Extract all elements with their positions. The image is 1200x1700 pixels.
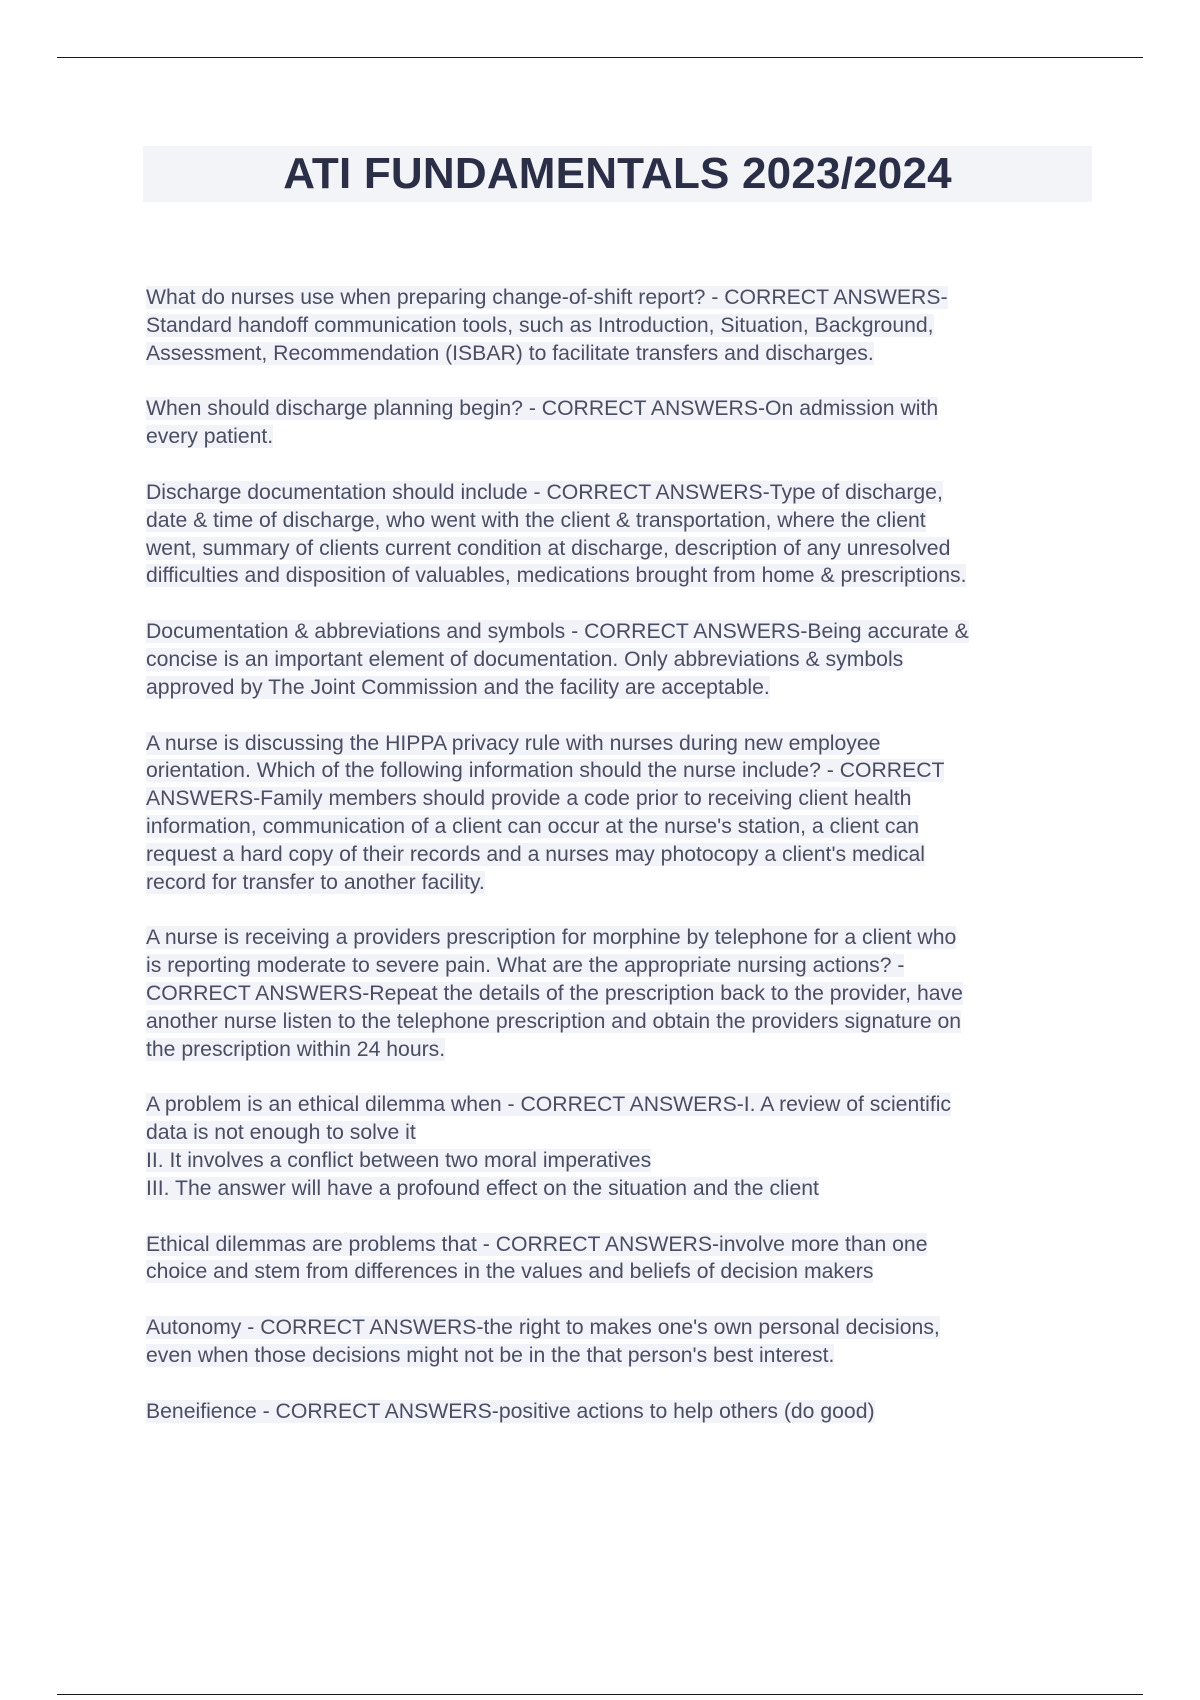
qa-entry [146,395,1096,451]
qa-line: Standard handoff communication tools, such as Introduction, Situation, Background, [146,313,934,337]
qa-entry [146,730,1096,897]
qa-line: Autonomy - CORRECT ANSWERS-the right to makes one's own personal decisions, [146,1316,940,1340]
qa-line: record for transfer to another facility. [146,870,485,894]
qa-entry [146,1398,1096,1426]
qa-line: What do nurses use when preparing change-of-shift report? - CORRECT ANSWERS- [146,286,948,309]
qa-line: orientation. Which of the following information should the nurse include? - CORRECT [146,759,945,783]
qa-line: When should discharge planning begin? - CORRECT ANSWERS-On admission with [146,397,939,421]
qa-line: every patient. [146,425,274,449]
qa-line: approved by The Joint Commission and the facility are acceptable. [146,675,770,699]
qa-line: A nurse is receiving a providers prescription for morphine by telephone for a client who [146,926,957,950]
qa-entry [146,1314,1096,1370]
qa-line: concise is an important element of documentation. Only abbreviations & symbols [146,647,904,671]
qa-line: difficulties and disposition of valuables, medications brought from home & prescriptions. [146,564,967,588]
qa-line: Documentation & abbreviations and symbols - CORRECT ANSWERS-Being accurate & [146,620,969,644]
qa-line: ANSWERS-Family members should provide a code prior to receiving client health [146,787,912,811]
qa-line: the prescription within 24 hours. [146,1037,446,1061]
qa-line: III. The answer will have a profound effect on the situation and the client [146,1176,819,1200]
qa-entry [146,924,1096,1063]
qa-line: information, communication of a client can occur at the nurse's station, a client can [146,814,920,838]
qa-line: date & time of discharge, who went with the client & transportation, where the client [146,508,926,532]
qa-list [146,284,1096,1454]
qa-line: Ethical dilemmas are problems that - CORRECT ANSWERS-involve more than one [146,1232,928,1256]
qa-line: choice and stem from differences in the values and beliefs of decision makers [146,1260,874,1284]
qa-entry [146,1091,1096,1202]
qa-line: Beneifience - CORRECT ANSWERS-positive actions to help others (do good) [146,1399,875,1423]
qa-line: A problem is an ethical dilemma when - CORRECT ANSWERS-I. A review of scientific [146,1093,952,1117]
qa-entry [146,284,1096,367]
qa-line: Discharge documentation should include - CORRECT ANSWERS-Type of discharge, [146,480,943,504]
qa-line: request a hard copy of their records and a nurses may photocopy a client's medical [146,842,925,866]
qa-line: II. It involves a conflict between two moral imperatives [146,1148,652,1172]
bottom-rule [57,1694,1143,1695]
qa-entry [146,618,1096,701]
top-rule [57,57,1143,58]
qa-line: CORRECT ANSWERS-Repeat the details of the prescription back to the provider, have [146,981,963,1005]
qa-line: data is not enough to solve it [146,1121,416,1145]
qa-line: went, summary of clients current condition at discharge, description of any unresolved [146,536,951,560]
document-title: ATI FUNDAMENTALS 2023/2024 [283,149,952,198]
qa-line: A nurse is discussing the HIPPA privacy rule with nurses during new employee [146,731,881,755]
qa-entry [146,1231,1096,1287]
title-band [143,146,1092,202]
qa-entry [146,479,1096,590]
qa-line: Assessment, Recommendation (ISBAR) to facilitate transfers and discharges. [146,341,874,365]
qa-line: is reporting moderate to severe pain. What are the appropriate nursing actions? - [146,954,905,978]
qa-line: even when those decisions might not be in the that person's best interest. [146,1343,835,1367]
qa-line: another nurse listen to the telephone prescription and obtain the providers signature on [146,1009,962,1033]
